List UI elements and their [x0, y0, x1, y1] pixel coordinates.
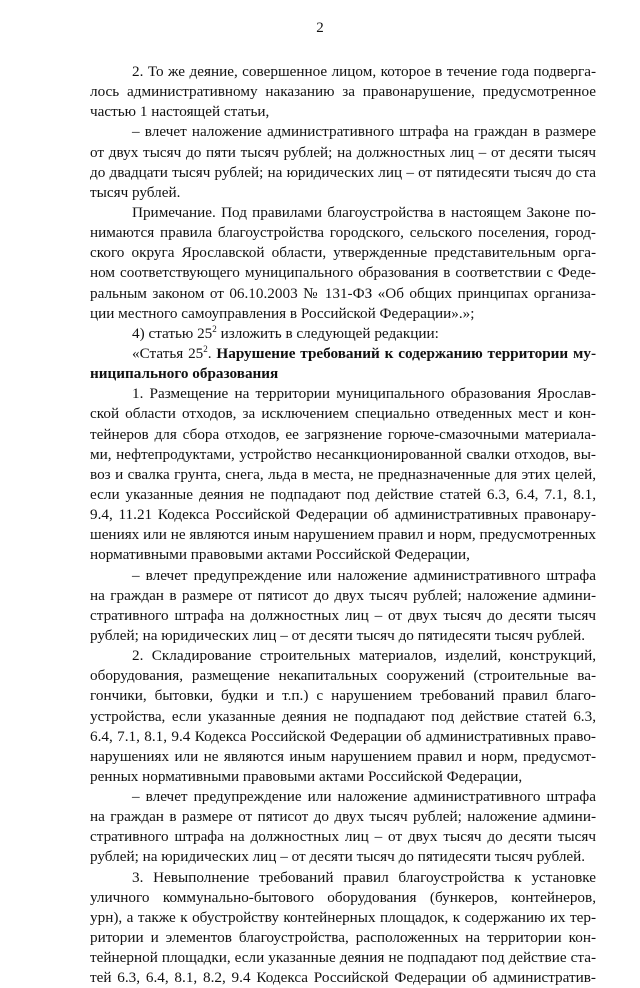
- penalty-line: стративного штрафа на должностных лиц – от двух тысяч до десяти тысяч: [90, 606, 596, 624]
- paragraph-line: тейнерной площадки, если указанные деяния не подпадают под действие ста-: [90, 949, 596, 967]
- paragraph-line: уличного коммунально-бытового оборудования (бункеров, контейнеров,: [90, 888, 596, 906]
- paragraph-line: урн), а также к обустройству контейнерных площадок, к содержанию их тер-: [90, 908, 596, 926]
- paragraph-line: нормативными правовыми актами Российской Федерации,: [90, 546, 470, 564]
- penalty-line: – влечет предупреждение или наложение административного штрафа: [132, 566, 596, 584]
- penalty-line: рублей; на юридических лиц – от десяти тысяч до пятидесяти тысяч рублей.: [90, 848, 586, 866]
- paragraph-line: нарушениях или не являются иным нарушением правил и норм, предусмот-: [90, 747, 596, 765]
- paragraph-line: шениях или не являются иным нарушением правил и норм, предусмотренных: [90, 526, 596, 544]
- paragraph-line: оборудования, размещение некапитальных сооружений (строительные ва-: [90, 667, 596, 685]
- paragraph-line: 9.4, 11.21 Кодекса Российской Федерации об административных правонару-: [90, 506, 596, 524]
- penalty-line: – влечет предупреждение или наложение административного штрафа: [132, 788, 596, 806]
- paragraph-line: до двадцати тысяч рублей; на юридических лиц – от пятидесяти тысяч до ста: [90, 163, 596, 181]
- note-line: ского округа Ярославской области, утвержденные представительным орга-: [90, 244, 596, 262]
- penalty-line: на граждан в размере от пятисот до двух тысяч рублей; наложение админи-: [90, 586, 596, 604]
- paragraph-line: воз и свалка грунта, снега, льда в места, не предназначенные для этих целей,: [90, 465, 596, 483]
- penalty-line: на граждан в размере от пятисот до двух тысяч рублей; наложение админи-: [90, 808, 596, 826]
- article-title: Нарушение требований к содержанию территории му-: [216, 344, 596, 362]
- article-heading: «Статья $25^2$. Нарушение требований к содержанию территории му-: [132, 343, 596, 362]
- superscript: 2: [203, 343, 208, 354]
- paragraph-line: тейнеров для сбора отходов, ее загрязнение горюче-смазочными материала-: [90, 425, 596, 443]
- note-line: ном соответствующего муниципального образования в соответствии с Феде-: [90, 264, 596, 282]
- penalty-line: стративного штрафа на должностных лиц – от двух тысяч до десяти тысяч: [90, 828, 596, 846]
- paragraph-line: 1. Размещение на территории муниципального образования Ярослав-: [132, 385, 596, 403]
- paragraph-line: лось административному наказанию за правонарушение, предусмотренное: [90, 83, 596, 101]
- paragraph-line: ренных нормативными правовыми актами Российской Федерации,: [90, 767, 523, 785]
- paragraph-line: тысяч рублей.: [90, 183, 181, 201]
- article-title-continued: ниципального образования: [90, 365, 279, 383]
- paragraph-line: 6.4, 7.1, 8.1, 9.4 Кодекса Российской Федерации об административных право-: [90, 727, 596, 745]
- paragraph-line: устройства, если указанные деяния не подпадают под действие статей 6.3,: [90, 707, 596, 725]
- paragraph-line: если указанные деяния не подпадают под действие статей 6.3, 6.4, 7.1, 8.1,: [90, 485, 596, 503]
- note-line: нимаются правила благоустройства городского, сельского поселения, город-: [90, 224, 596, 242]
- paragraph-line: – влечет наложение административного штрафа на граждан в размере: [132, 123, 596, 141]
- penalty-line: рублей; на юридических лиц – от десяти тысяч до пятидесяти тысяч рублей.: [90, 626, 586, 644]
- amendment-item: 4) статью $25^2$ изложить в следующей редакции:: [132, 323, 439, 342]
- paragraph-line: 3. Невыполнение требований правил благоустройства к установке: [132, 868, 596, 886]
- paragraph-line: тей 6.3, 6.4, 8.1, 8.2, 9.4 Кодекса Российской Федерации об административ-: [90, 969, 596, 987]
- page-number: 2: [316, 20, 324, 36]
- document-body: [90, 62, 596, 988]
- paragraph-line: ской области отходов, за исключением специально отведенных мест и кон-: [90, 405, 596, 423]
- paragraph-line: ми, нефтепродуктами, устройство несанкционированной свалки отходов, вы-: [90, 445, 596, 463]
- paragraph-line: ритории и элементов благоустройства, расположенных на территории кон-: [90, 929, 596, 947]
- paragraph-line: частью 1 настоящей статьи,: [90, 103, 270, 121]
- paragraph-line: от двух тысяч до пяти тысяч рублей; на должностных лиц – от десяти тысяч: [90, 143, 596, 161]
- note-line: ральным законом от 06.10.2003 № 131-ФЗ «Об общих принципах организа-: [90, 284, 596, 302]
- note-line: ции местного самоуправления в Российской Федерации».»;: [90, 304, 475, 322]
- superscript: 2: [212, 323, 217, 334]
- note-line: Примечание. Под правилами благоустройства в настоящем Законе по-: [132, 203, 596, 221]
- paragraph-line: гончики, бытовки, будки и т.п.) с нарушением требований правил благо-: [90, 687, 596, 705]
- paragraph-line: 2. То же деяние, совершенное лицом, которое в течение года подверга-: [132, 63, 596, 80]
- paragraph-line: 2. Складирование строительных материалов, изделий, конструкций,: [132, 647, 596, 665]
